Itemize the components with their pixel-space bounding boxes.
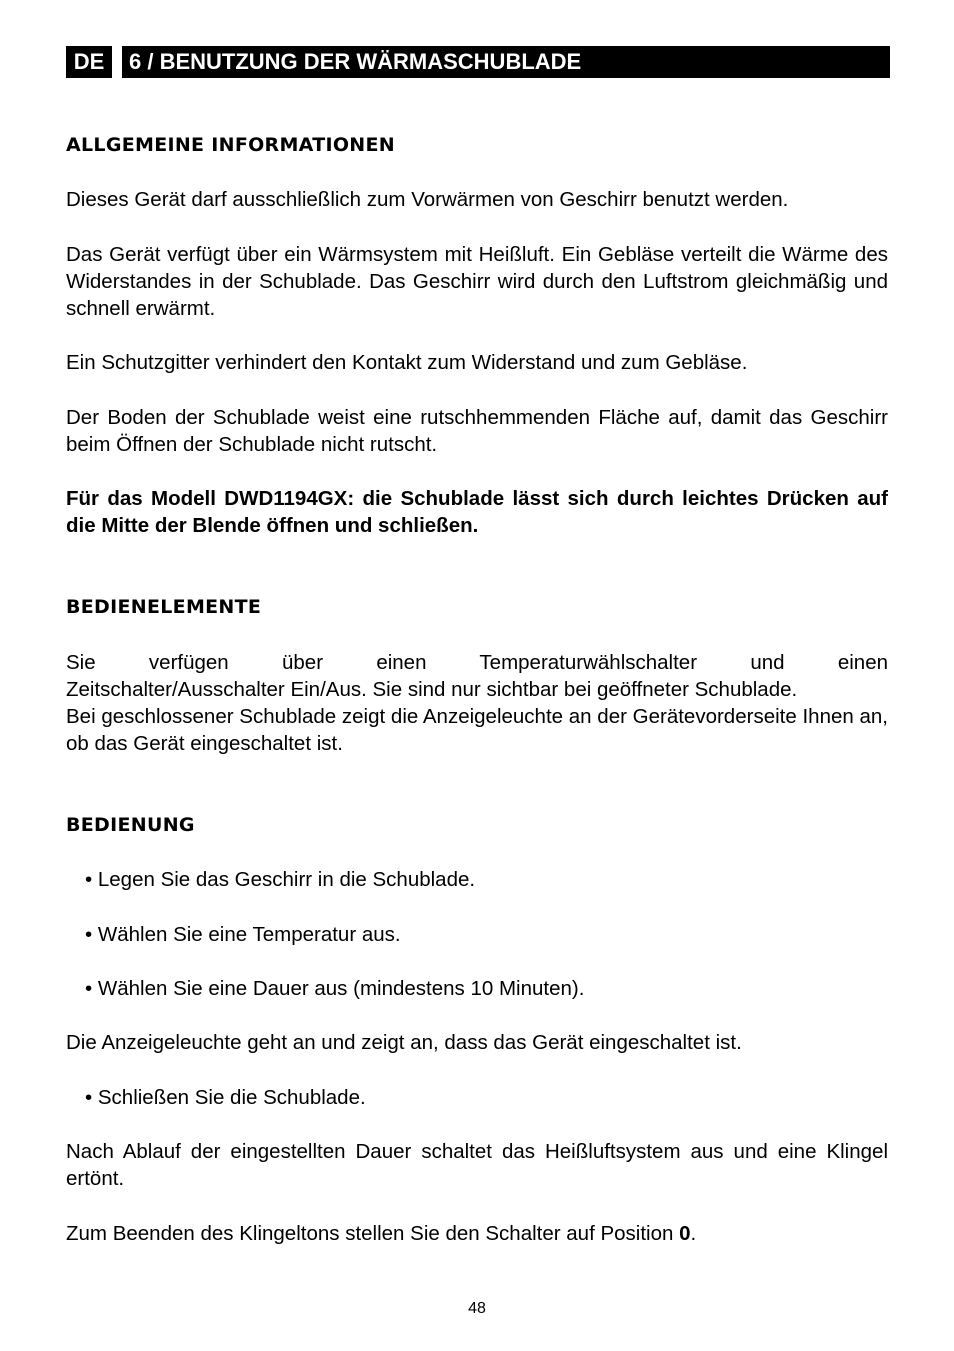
section-heading-operation: BEDIENUNG [66,814,195,836]
stop-ringtone-end: . [690,1222,697,1245]
stop-ringtone-text: Zum Beenden des Klingeltons stellen Sie den Schalter auf Position [66,1222,680,1245]
paragraph-model-note: Für das Modell DWD1194GX: die Schublade lässt sich durch leichtes Drücken auf die Mitte der Blende öffnen und schließen. [66,487,888,537]
position-zero: 0 [679,1222,691,1245]
paragraph-indicator-light: Bei geschlossener Schublade zeigt die Anzeigeleuchte an der Gerätevorderseite Ihnen an, ob das Gerät eingeschaltet ist. [66,705,888,755]
paragraph-controls-line2: Zeitschalter/Ausschalter Ein/Aus. Sie sind nur sichtbar bei geöffneter Schublade. [66,678,798,701]
language-tag: DE [66,46,112,78]
paragraph-indicator-on: Die Anzeigeleuchte geht an und zeigt an, dass das Gerät eingeschaltet ist. [66,1031,742,1054]
paragraph-timer-end: Nach Ablauf der eingestellten Dauer schaltet das Heißluftsystem aus und eine Klingel ertönt. [66,1140,888,1190]
paragraph-heating-system: Das Gerät verfügt über ein Wärmsystem mit Heißluft. Ein Gebläse verteilt die Wärme des Widerstandes in der Schublade. Das Geschirr wird durch den Luftstrom gleichmäßig und schnell erwärmt. [66,243,888,320]
paragraph-stop-ringtone [66,1220,888,1247]
section-heading-controls: BEDIENELEMENTE [66,596,262,618]
list-item: • Wählen Sie eine Temperatur aus. [85,923,401,946]
chapter-title: 6 / BENUTZUNG DER WÄRMASCHUBLADE [122,46,890,78]
page-number: 48 [468,1300,486,1317]
list-item: • Schließen Sie die Schublade. [85,1086,366,1109]
list-item: • Legen Sie das Geschirr in die Schublade. [85,868,476,891]
paragraph-usage: Dieses Gerät darf ausschließlich zum Vorwärmen von Geschirr benutzt werden. [66,188,789,211]
paragraph-protective-grid: Ein Schutzgitter verhindert den Kontakt zum Widerstand und zum Gebläse. [66,351,748,374]
list-item: • Wählen Sie eine Dauer aus (mindestens 10 Minuten). [85,977,585,1000]
page-header [66,46,890,78]
section-heading-general-info: ALLGEMEINE INFORMATIONEN [66,134,395,156]
paragraph-controls-line1: Sie verfügen über einen Temperaturwählschalter und einen [66,651,888,674]
paragraph-non-slip-floor: Der Boden der Schublade weist eine rutschhemmenden Fläche auf, damit das Geschirr beim Öffnen der Schublade nicht rutscht. [66,406,888,456]
